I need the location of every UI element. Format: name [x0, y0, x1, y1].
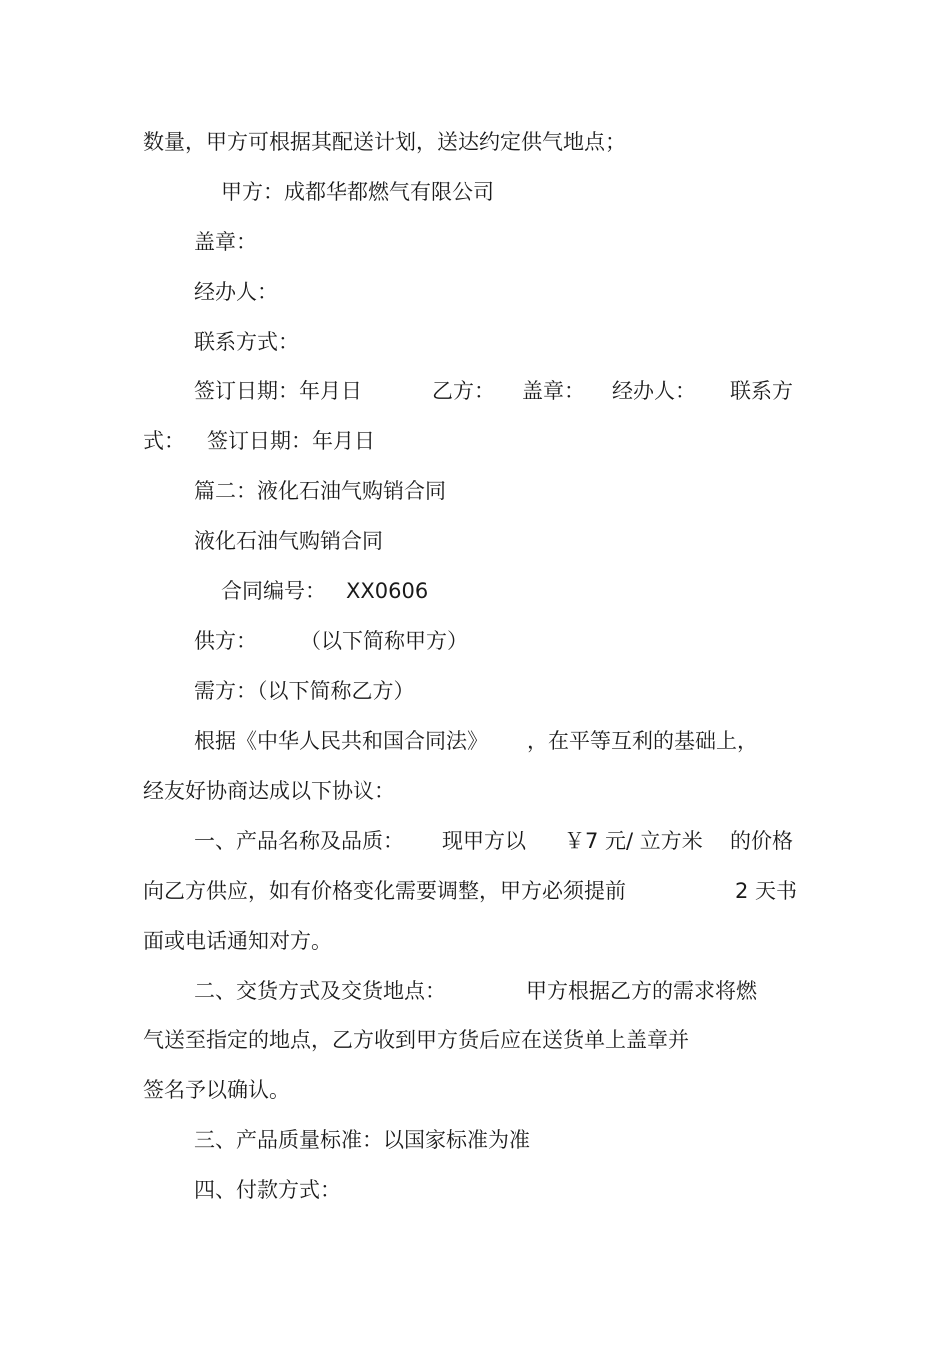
text-line: 三、产品质量标准：以国家标准为准: [194, 1128, 530, 1152]
text-line: 盖章：: [194, 230, 257, 254]
text-line: 数量，甲方可根据其配送计划，送达约定供气地点；: [143, 130, 626, 154]
text-segment: 一、产品名称及品质：: [194, 829, 404, 853]
section-heading: 篇二：液化石油气购销合同: [194, 479, 446, 503]
text-segment: 现甲方以: [442, 829, 526, 853]
text-segment: 式：: [143, 429, 185, 453]
text-segment: 经办人：: [612, 379, 696, 403]
text-segment: 的价格: [730, 829, 793, 853]
text-segment: 签订日期：年月日: [207, 429, 375, 453]
contract-number-label: 合同编号：: [221, 579, 326, 603]
contract-title: 液化石油气购销合同: [194, 529, 383, 553]
price-value: ￥7 元/ 立方米: [564, 829, 703, 853]
text-segment: 向乙方供应，如有价格变化需要调整，甲方必须提前: [143, 879, 626, 903]
text-segment: 乙方：: [432, 379, 495, 403]
text-line: 经友好协商达成以下协议：: [143, 779, 395, 803]
text-line: 气送至指定的地点，乙方收到甲方货后应在送货单上盖章并: [143, 1028, 689, 1052]
text-line: 签名予以确认。: [143, 1078, 290, 1102]
text-line: 联系方式：: [194, 330, 299, 354]
text-line: 经办人：: [194, 280, 278, 304]
text-segment: 甲方根据乙方的需求将燃: [526, 979, 757, 1003]
text-segment: 签订日期：年月日: [194, 379, 362, 403]
text-segment: 盖章：: [522, 379, 585, 403]
contract-number-value: XX0606: [346, 579, 429, 603]
text-segment: 2 天书: [735, 879, 798, 903]
text-segment: 二、交货方式及交货地点：: [194, 979, 446, 1003]
text-segment: 供方：: [194, 629, 257, 653]
text-segment: 联系方: [730, 379, 793, 403]
text-line: 需方：（以下简称乙方）: [194, 679, 415, 703]
text-segment: ，在平等互利的基础上，: [527, 729, 758, 753]
text-segment: 根据《中华人民共和国合同法》: [194, 729, 488, 753]
text-line: 面或电话通知对方。: [143, 929, 332, 953]
text-segment: （以下简称甲方）: [300, 629, 468, 653]
text-line: 甲方：成都华都燃气有限公司: [221, 180, 494, 204]
text-line: 四、付款方式：: [194, 1178, 341, 1202]
